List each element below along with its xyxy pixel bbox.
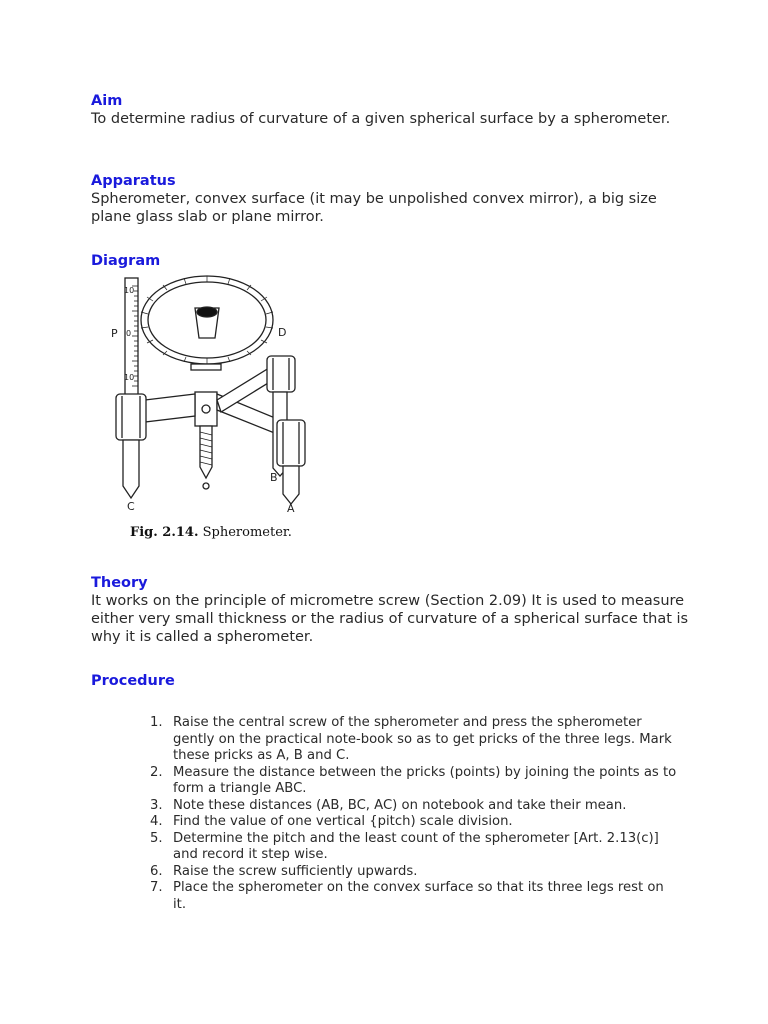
theory-text: It works on the principle of micrometre screw (Section 2.09) It is used to measure either very small thickness or the radius of curvature of a spherical surface that is why it is called a spherometer. (91, 593, 689, 645)
list-item (150, 798, 680, 815)
aim-text: To determine radius of curvature of a given spherical surface by a spherometer. (91, 111, 671, 127)
label-d: D (278, 326, 287, 339)
scale-label-bottom: 10 (124, 373, 135, 382)
step-text: Raise the screw sufficiently upwards. (173, 863, 418, 879)
procedure-section (91, 672, 691, 690)
step-text: Determine the pitch and the least count of the spherometer [Art. 2.13(c)] and record it step wise. (173, 830, 659, 862)
figure-number: Fig. 2.14. (130, 525, 199, 540)
procedure-list (150, 715, 680, 913)
step-number: 3. (150, 797, 163, 813)
spherometer-figure (105, 272, 335, 547)
list-item (150, 715, 680, 765)
step-number: 6. (150, 863, 163, 879)
diagram-heading: Diagram (91, 253, 161, 269)
aim-section (91, 92, 691, 128)
diagram-section (91, 252, 691, 270)
step-text: Raise the central screw of the spherometer and press the spherometer gently on the practical note-book so as to get pricks of the three legs. Mark these pricks as A, B and C. (173, 715, 672, 763)
label-b: B (270, 471, 278, 484)
step-number: 1. (150, 715, 163, 730)
spherometer-drawing (105, 272, 335, 522)
scale-label-top: 10 (124, 286, 135, 295)
apparatus-heading: Apparatus (91, 173, 176, 189)
list-item (150, 831, 680, 864)
step-text: Find the value of one vertical {pitch) scale division. (173, 814, 513, 829)
theory-heading: Theory (91, 575, 148, 591)
scale-label-zero: 0 (126, 329, 132, 338)
apparatus-text: Spherometer, convex surface (it may be unpolished convex mirror), a big size plane glass slab or plane mirror. (91, 191, 657, 225)
theory-section (91, 574, 691, 646)
list-item (150, 814, 680, 831)
label-p: P (111, 327, 118, 340)
step-number: 5. (150, 830, 163, 846)
step-text: Measure the distance between the pricks (points) by joining the points as to form a triangle ABC. (173, 764, 677, 796)
label-a: A (287, 502, 295, 515)
list-item (150, 765, 680, 798)
step-text: Note these distances (AB, BC, AC) on notebook and take their mean. (173, 797, 627, 813)
list-item (150, 864, 680, 881)
procedure-heading: Procedure (91, 673, 175, 689)
label-c: C (127, 500, 135, 513)
apparatus-section (91, 172, 691, 226)
step-number: 4. (150, 814, 163, 829)
step-number: 7. (150, 880, 163, 895)
figure-caption-text: Spherometer. (202, 525, 292, 540)
step-text: Place the spherometer on the convex surface so that its three legs rest on it. (173, 880, 664, 912)
aim-heading: Aim (91, 93, 123, 109)
figure-caption (130, 525, 292, 540)
step-number: 2. (150, 764, 163, 780)
list-item (150, 880, 680, 913)
